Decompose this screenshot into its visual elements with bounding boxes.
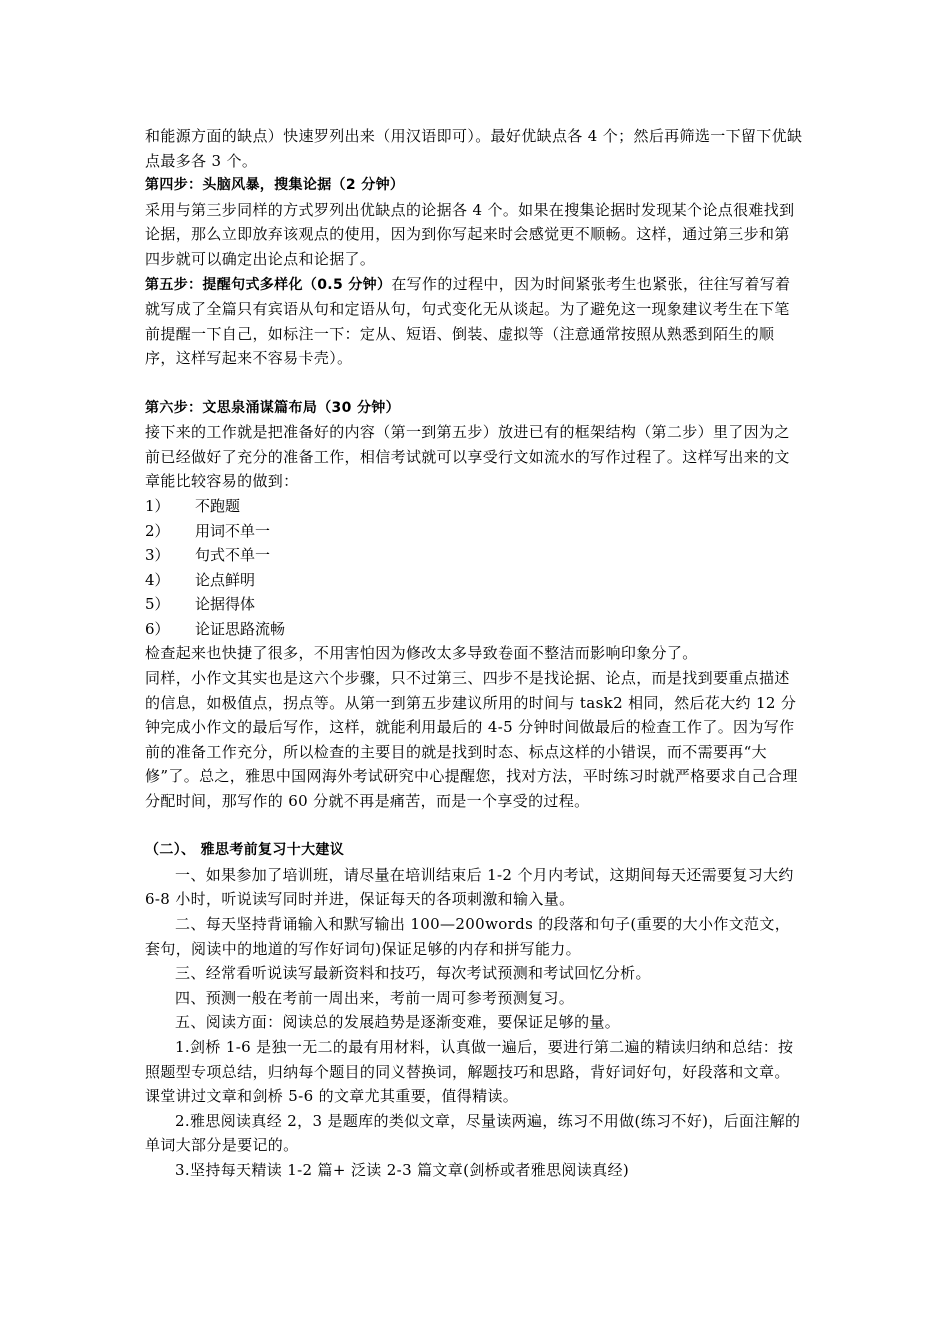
advice-paragraph-2: 二、每天坚持背诵输入和默写输出 100—200words 的段落和句子(重要的大小作文范文，套句，阅读中的地道的写作好词句)保证足够的内存和拼写能力。 bbox=[145, 915, 791, 958]
step5-text: 在写作的过程中，因为时间紧张考生也紧张，往往写着写着就写成了全篇只有宾语从句和定语从句，句式变化无从谈起。为了避免这一现象建议考生在下笔前提醒一下自己，如标注一下：定从、短语、倒装、虚拟等（注意通常按照从熟悉到陌生的顺序，这样写起来不容易卡壳）。 bbox=[145, 274, 791, 368]
list-number: 5） bbox=[145, 595, 170, 614]
advice-paragraph-3: 三、经常看听说读写最新资料和技巧，每次考试预测和考试回忆分析。 bbox=[175, 964, 651, 983]
advice-paragraph-1: 一、如果参加了培训班，请尽量在培训结束后 1-2 个月内考试，这期间每天还需要复习大约 6-8 小时，听说读写同时并进，保证每天的各项刺激和输入量。 bbox=[145, 865, 794, 909]
step4-heading: 第四步：头脑风暴，搜集论据（2 分钟） bbox=[145, 177, 405, 194]
reading-tip-1: 1.剑桥 1-6 是独一无二的最有用材料，认真做一遍后，要进行第二遍的精读归纳和总结：按照题型专项总结，归纳每个题目的同义替换词，解题技巧和思路，背好词好句，好段落和文章。课堂讲过文章和剑桥 5-6 的文章尤其重要，值得精读。 bbox=[145, 1037, 794, 1106]
list-item bbox=[145, 494, 805, 519]
list-number: 6） bbox=[145, 619, 170, 638]
list-text: 论证思路流畅 bbox=[195, 619, 286, 638]
blank-line bbox=[145, 814, 805, 839]
list-item bbox=[145, 592, 805, 617]
list-item bbox=[145, 617, 805, 642]
list-number: 3） bbox=[145, 546, 170, 565]
list-item bbox=[145, 568, 805, 593]
step6-after-paragraph: 检查起来也快捷了很多，不用害怕因为修改太多导致卷面不整洁而影响印象分了。 bbox=[145, 644, 698, 663]
list-number: 2） bbox=[145, 521, 170, 540]
step6-list bbox=[145, 494, 805, 642]
list-text: 论据得体 bbox=[195, 595, 256, 614]
list-text: 句式不单一 bbox=[195, 546, 271, 565]
step6-intro: 接下来的工作就是把准备好的内容（第一到第五步）放进已有的框架结构（第二步）里了因为之前已经做好了充分的准备工作，相信考试就可以享受行文如流水的写作过程了。这样写出来的文章能比较容易的做到： bbox=[145, 423, 790, 491]
document-page bbox=[145, 124, 805, 1183]
list-text: 论点鲜明 bbox=[195, 570, 256, 589]
step5-heading: 第五步：提醒句式多样化（0.5 分钟） bbox=[145, 276, 392, 293]
list-item bbox=[145, 519, 805, 544]
list-text: 用词不单一 bbox=[195, 521, 271, 540]
step4-paragraph: 采用与第三步同样的方式罗列出优缺点的论据各 4 个。如果在搜集论据时发现某个论点很难找到论据，那么立即放弃该观点的使用，因为到你写起来时会感觉更不顺畅。这样，通过第三步和第四步就可以确定出论点和论据了。 bbox=[145, 200, 795, 268]
step6-heading: 第六步：文思泉涌谋篇布局（30 分钟） bbox=[145, 399, 401, 416]
blank-line bbox=[145, 371, 805, 396]
reading-tip-2: 2.雅思阅读真经 2，3 是题库的类似文章，尽量读两遍，练习不用做(练习不好)，后面注解的单词大部分是要记的。 bbox=[145, 1111, 801, 1155]
task1-paragraph: 同样，小作文其实也是这六个步骤，只不过第三、四步不是找论据、论点，而是找到要重点描述的信息，如极值点，拐点等。从第一到第五步建议所用的时间与 task2 相同，然后花大约 12 分钟完成小作文的最后写作，这样，就能利用最后的 4-5 分钟时间做最后的检查工作了。因为写作前的准备工作充分，所以检查的主要目的就是找到时态、标点这样的小错误，而不需要再“大修”了。总之，雅思中国网海外考试研究中心提醒您，找对方法，平时练习时就严格要求自己合理分配时间，那写作的 60 分就不再是痛苦，而是一个享受的过程。 bbox=[145, 669, 798, 811]
list-item bbox=[145, 543, 805, 568]
section2-heading: （二）、 雅思考前复习十大建议 bbox=[145, 842, 345, 859]
advice-paragraph-4: 四、预测一般在考前一周出来，考前一周可参考预测复习。 bbox=[175, 988, 575, 1007]
paragraph-step3-end: 和能源方面的缺点）快速罗列出来（用汉语即可）。最好优缺点各 4 个；然后再筛选一下留下优缺点最多各 3 个。 bbox=[145, 127, 803, 170]
reading-tip-3: 3.坚持每天精读 1-2 篇+ 泛读 2-3 篇文章(剑桥或者雅思阅读真经) bbox=[175, 1160, 630, 1179]
step5-paragraph bbox=[145, 272, 805, 371]
advice-paragraph-5: 五、阅读方面：阅读总的发展趋势是逐渐变难，要保证足够的量。 bbox=[175, 1013, 621, 1032]
list-number: 1） bbox=[145, 496, 170, 515]
list-number: 4） bbox=[145, 570, 170, 589]
list-text: 不跑题 bbox=[195, 496, 241, 515]
